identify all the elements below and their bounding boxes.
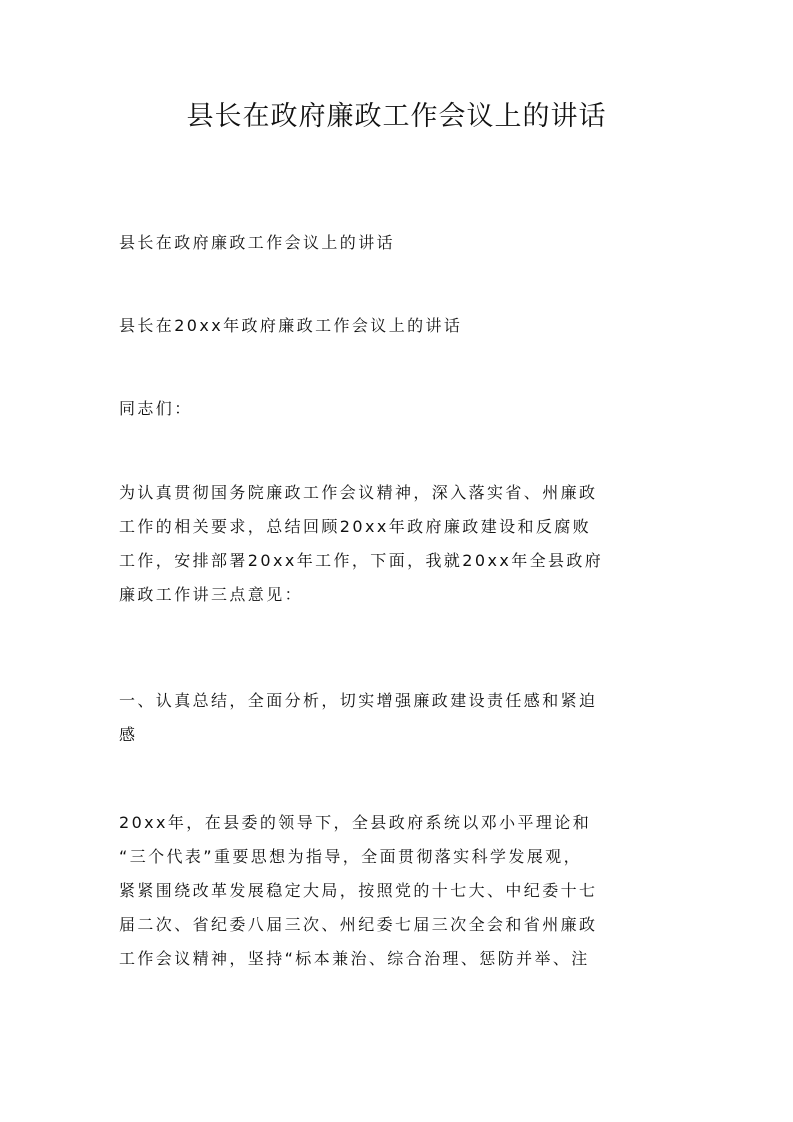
text-line: 工作，安排部署20xx年工作，下面，我就20xx年全县政府 (119, 551, 604, 570)
text-line: 县长在政府廉政工作会议上的讲话 (119, 233, 396, 252)
text-line: 20xx年，在县委的领导下，全县政府系统以邓小平理论和 (119, 813, 592, 832)
paragraph-subtitle-year (119, 309, 677, 343)
text-line: 工作的相关要求，总结回顾20xx年政府廉政建设和反腐败 (119, 517, 592, 536)
text-line: “三个代表”重要思想为指导，全面贯彻落实科学发展观， (119, 847, 582, 866)
paragraph-section-heading (119, 684, 677, 752)
paragraph-body (119, 806, 677, 976)
text-line: 紧紧围绕改革发展稳定大局，按照党的十七大、中纪委十七 (119, 881, 598, 900)
document-title: 县长在政府廉政工作会议上的讲话 (186, 101, 607, 132)
text-line: 感 (119, 725, 138, 744)
text-line: 为认真贯彻国务院廉政工作会议精神，深入落实省、州廉政 (119, 483, 598, 502)
text-line: 同志们： (119, 399, 193, 418)
paragraph-salutation (119, 392, 677, 426)
paragraph-intro (119, 476, 677, 612)
text-line: 工作会议精神，坚持“标本兼治、综合治理、惩防并举、注 (119, 949, 590, 968)
text-line: 县长在20xx年政府廉政工作会议上的讲话 (119, 316, 463, 335)
paragraph-subtitle (119, 226, 677, 260)
text-line: 一、认真总结，全面分析，切实增强廉政建设责任感和紧迫 (119, 691, 598, 710)
text-line: 届二次、省纪委八届三次、州纪委七届三次全会和省州廉政 (119, 915, 598, 934)
text-line: 廉政工作讲三点意见： (119, 585, 304, 604)
